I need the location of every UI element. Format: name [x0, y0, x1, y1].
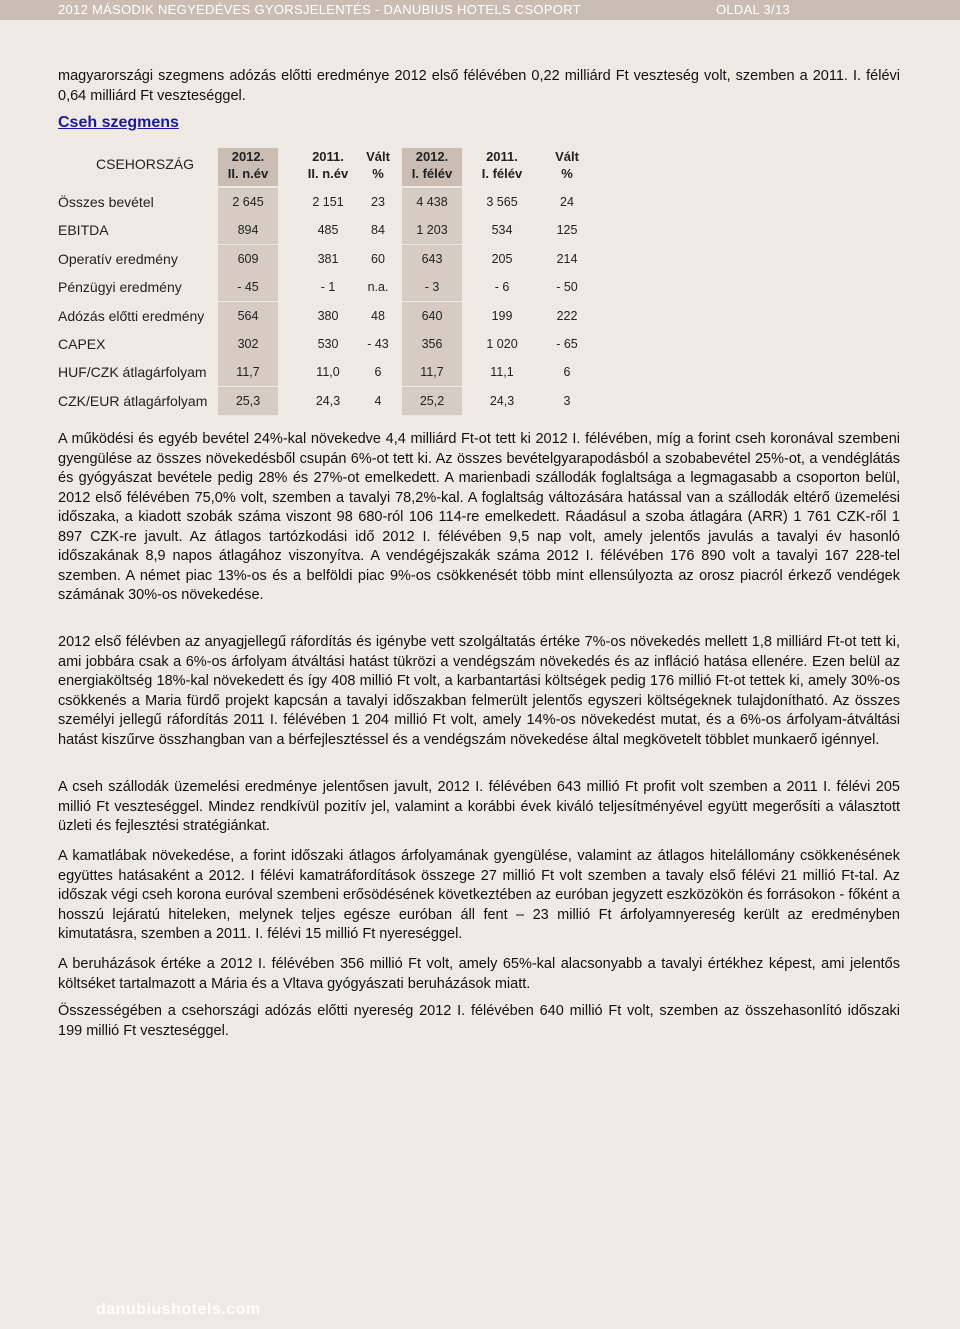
table-cell: 24,3	[489, 393, 515, 408]
table-cell: - 3	[402, 273, 462, 301]
column-header: 2012. II. n.év	[218, 148, 278, 186]
paragraph: A cseh szállodák üzemelési eredménye jelentősen javult, 2012 I. félévében 643 millió Ft profit volt szemben a 2011 I. félévi 205 millió Ft veszteséggel. Mindez rendkívül pozitív jel, valamint a korábbi évek kiváló teljesítményével együtt megerősíti a választott üzleti és fejlesztési stratégiánkat.	[58, 779, 900, 834]
column-header: 2011. I. félév	[481, 149, 523, 181]
table-cell: - 43	[367, 337, 389, 351]
footer-logo: danubiushotels.com	[96, 1301, 261, 1318]
column-header: Vált %	[555, 149, 579, 181]
row-label: EBITDA	[58, 222, 109, 239]
table-cell: 199	[491, 308, 513, 323]
table-cell: 4	[374, 393, 382, 408]
table-cell: 643	[402, 245, 462, 273]
table-cell: 2 151	[312, 195, 344, 209]
table-row	[58, 358, 900, 386]
paragraph: A működési és egyéb bevétel 24%-kal növekedve 4,4 milliárd Ft-ot tett ki 2012 I. félévében, míg a forint cseh koronával szembeni gyengülése az összes növekedésből csupán 6%-ot tett ki. Az összes bevételgyarapodásból a szobabevétel 25%-ot, a vendéglátás és gyógyászat bevétele pedig 28% és 27%-ot emelkedett. A marienbadi szállodák foglaltsága a legmagasabb a csoporton belül, 2012 első félévében 75,0% volt, szemben a tavalyi 78,2%-kal. A foglaltság változására hatással van a szállodák eltérő üzemelési időszaka, a kiadott szobák száma viszont 98 680-ról 106 114-re emelkedett. Ráadásul a szoba átlagára (ARR) 1 761 CZK-ről 1 897 CZK-re javult. Az átlagos tartózkodási idő 2012 I. félévében 9,5 nap volt, amely jelentős javulás a tavalyi év hasonló időszakának 8,9 napos átlagához viszonyítva. A vendégéjszakák száma 2012 I. félévében 176 890 volt a tavalyi 167 228-tel szemben. A német piac 13%-os és a belföldi piac 9%-os csökkenését több mint ellensúlyozta az orosz piacról érkező vendégek számának 30%-os növekedése.	[58, 431, 900, 603]
table-cell: 25,2	[402, 387, 462, 415]
table-cell: 485	[317, 223, 339, 238]
row-label: CAPEX	[58, 336, 106, 352]
table-row	[58, 387, 900, 415]
section-title: Cseh szegmens	[58, 114, 179, 131]
table-cell: 205	[491, 251, 513, 266]
table-cell: 356	[402, 330, 462, 358]
table-cell: 4 438	[402, 188, 462, 216]
table-row	[58, 330, 900, 358]
table-row	[58, 188, 900, 216]
page-header	[0, 0, 960, 20]
table-cell: 25,3	[218, 387, 278, 415]
table-cell: - 1	[320, 280, 336, 295]
table-cell: 530	[317, 337, 339, 351]
table-cell: 60	[371, 251, 385, 266]
table-cell: 24	[560, 195, 574, 209]
row-label: HUF/CZK átlagárfolyam	[58, 364, 207, 381]
table-cell: 11,0	[316, 365, 340, 380]
table-cell: 24,3	[315, 393, 341, 408]
table-cell: 125	[556, 223, 578, 238]
table-cell: 1 203	[402, 216, 462, 244]
table-cell: 214	[556, 251, 578, 266]
table-cell: 380	[317, 308, 339, 323]
table-cell: 564	[218, 302, 278, 330]
table-cell: 11,1	[490, 365, 514, 380]
table-row	[58, 273, 900, 301]
column-header: 2011. II. n.év	[307, 149, 349, 181]
table-cell: 609	[218, 245, 278, 273]
intro-paragraph: magyarországi szegmens adózás előtti eredménye 2012 első félévében 0,22 milliárd Ft veszteség volt, szemben a 2011. I. félévi 0,64 milliárd Ft veszteséggel.	[58, 68, 900, 104]
paragraph: 2012 első félévben az anyagjellegű ráfordítás és igénybe vett szolgáltatás értéke 7%-os növekedés mellett 1,8 milliárd Ft-ot tett ki, ami jobbára csak a 6%-os árfolyam átváltási hatást tükrözi a vendégszám növekedés és az infláció hatása ellenére. Ezen belül az energiaköltség 18%-kal növekedett és így 408 millió Ft volt, a karbantartási költségek pedig 176 millió Ft-ot tettek ki, amely 30%-os csökkenés a Maria fürdő projekt kapcsán a tavalyi időszakban felmerült jelentős egyszeri költségeknek tulajdonítható. Az összes személyi jellegű ráfordítás 2011 I. félévében 1 204 millió Ft volt, amely 14%-os növekedést mutat, és a 6%-os árfolyam-átváltási hatást kiszűrve összhangban van a bérfejlesztéssel és a vendégszám növekedése által megkövetelt többlet munkaerő igénnyel.	[58, 634, 900, 748]
row-label: Összes bevétel	[58, 194, 154, 210]
table-cell: - 6	[494, 280, 510, 295]
table-region-header: CSEHORSZÁG	[96, 156, 195, 172]
column-header: 2012. I. félév	[402, 148, 462, 186]
table-cell: 11,7	[218, 358, 278, 386]
row-label: Operatív eredmény	[58, 250, 178, 267]
table-cell: 2 645	[218, 188, 278, 216]
table-cell: 302	[218, 330, 278, 358]
row-label: CZK/EUR átlagárfolyam	[58, 392, 208, 409]
paragraph: A kamatlábak növekedése, a forint időszaki átlagos árfolyamának gyengülése, valamint az átlagos hitelállomány csökkenésének együttes hatásaként a 2012. I félévi kamatráfordítások összege 27 millió Ft volt szemben a tavaly első félévi 21 millió Ft-tal. Az időszak végi cseh korona euróval szembeni erősödésének következtében az euróban jegyzett eszközökön és forrásokon - főként a hosszú lejáratú hiteleken, melynek teljes egésze euróban áll fent – 23 millió Ft árfolyamnyereség került az eredményben kimutatásra, szemben a 2011. I. félévi 15 millió Ft nyereséggel.	[58, 848, 900, 942]
table-row	[58, 245, 900, 273]
table-cell: 48	[371, 308, 385, 323]
table-cell: - 65	[556, 337, 578, 351]
table-cell: 3	[563, 393, 571, 408]
table-cell: 222	[556, 308, 578, 323]
paragraph: Összességében a csehországi adózás előtti nyereség 2012 I. félévében 640 millió Ft volt, szemben az összehasonlító időszaki 199 millió Ft veszteséggel.	[58, 1003, 900, 1039]
table-cell: 1 020	[486, 337, 518, 351]
table-row	[58, 216, 900, 244]
table-cell: 894	[218, 216, 278, 244]
table-cell: 23	[371, 195, 385, 209]
table-cell: - 50	[556, 280, 578, 295]
table-cell: 6	[374, 365, 382, 380]
column-header: Vált %	[366, 149, 390, 181]
row-label: Adózás előtti eredmény	[58, 307, 205, 324]
table-cell: 11,7	[402, 358, 462, 386]
paragraph: A beruházások értéke a 2012 I. félévében 356 millió Ft volt, amely 65%-kal alacsonyabb a tavalyi értékhez képest, ami jelentős költséket tartalmazott a Mária és a Vltava gyógyászati beruházások miatt.	[58, 956, 900, 992]
table-cell: 381	[317, 251, 339, 266]
table-cell: 6	[563, 365, 571, 380]
report-title: 2012 MÁSODIK NEGYEDÉVES GYORSJELENTÉS - DANUBIUS HOTELS CSOPORT	[58, 2, 581, 17]
table-cell: 84	[371, 223, 385, 238]
table-cell: 534	[491, 223, 513, 238]
table-cell: - 45	[218, 273, 278, 301]
row-label: Pénzügyi eredmény	[58, 279, 182, 296]
table-cell: n.a.	[367, 280, 389, 295]
page-number: OLDAL 3/13	[715, 2, 790, 17]
table-row	[58, 302, 900, 330]
table-cell: 640	[402, 302, 462, 330]
table-cell: 3 565	[486, 195, 518, 209]
